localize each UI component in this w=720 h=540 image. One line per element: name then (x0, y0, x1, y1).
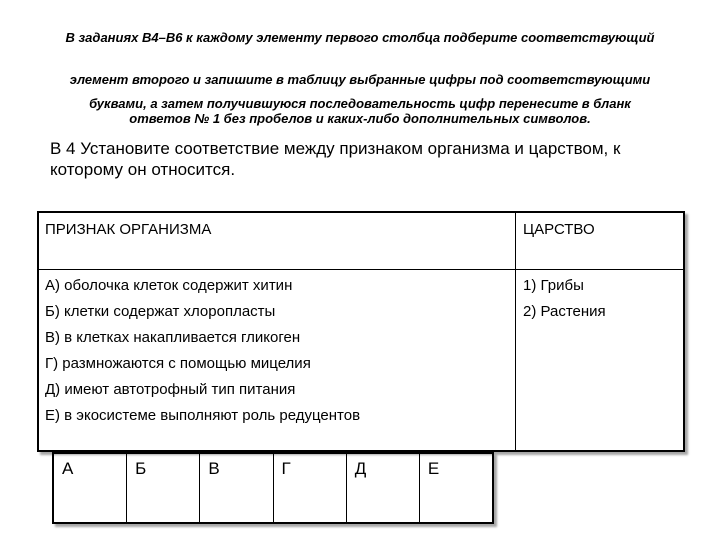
answer-letter-v: В (208, 459, 220, 478)
answer-cell-g[interactable] (273, 454, 346, 522)
question-line-2: которому он относится. (50, 160, 236, 179)
answer-cell-d[interactable] (346, 454, 419, 522)
feature-d: Д) имеют автотрофный тип питания (45, 381, 296, 398)
matching-table (37, 211, 685, 452)
feature-g: Г) размножаются с помощью мицелия (45, 355, 311, 372)
instruction-line-4: ответов № 1 без пробелов и каких-либо дополнительных символов. (129, 111, 591, 126)
feature-b: Б) клетки содержат хлоропласты (45, 303, 276, 320)
table-column-divider (515, 213, 516, 450)
header-feature: ПРИЗНАК ОРГАНИЗМА (45, 221, 212, 238)
answer-letter-g: Г (281, 459, 291, 478)
instruction-line-2: элемент второго и запишите в таблицу выбранные цифры под соответствующими (69, 72, 651, 87)
answer-table (52, 452, 494, 524)
feature-e: Е) в экосистеме выполняют роль редуцентов (45, 407, 361, 424)
table-header-divider (39, 269, 683, 270)
answer-letter-a: А (62, 459, 74, 478)
feature-list (45, 273, 360, 429)
question-b4 (50, 138, 690, 180)
instruction-line-1: В заданиях В4–В6 к каждому элементу первого столбца подберите соответствующий (65, 30, 655, 45)
header-kingdom: ЦАРСТВО (523, 221, 595, 238)
answer-cell-b[interactable] (126, 454, 199, 522)
answer-cell-e[interactable] (419, 454, 492, 522)
answer-letter-d: Д (354, 459, 367, 478)
answer-cell-a[interactable] (54, 454, 126, 522)
question-line-1: В 4 Установите соответствие между признаком организма и царством, к (50, 139, 621, 158)
kingdom-plants: 2) Растения (523, 303, 606, 320)
instruction-line-3: буквами, а затем получившуюся последовательность цифр перенесите в бланк (89, 96, 631, 111)
answer-letter-e: Е (427, 459, 440, 478)
feature-v: В) в клетках накапливается гликоген (45, 329, 301, 346)
feature-a: А) оболочка клеток содержит хитин (45, 277, 293, 294)
kingdom-list (523, 273, 606, 325)
answer-letter-b: Б (135, 459, 147, 478)
answer-cell-v[interactable] (199, 454, 272, 522)
kingdom-fungi: 1) Грибы (523, 277, 584, 294)
